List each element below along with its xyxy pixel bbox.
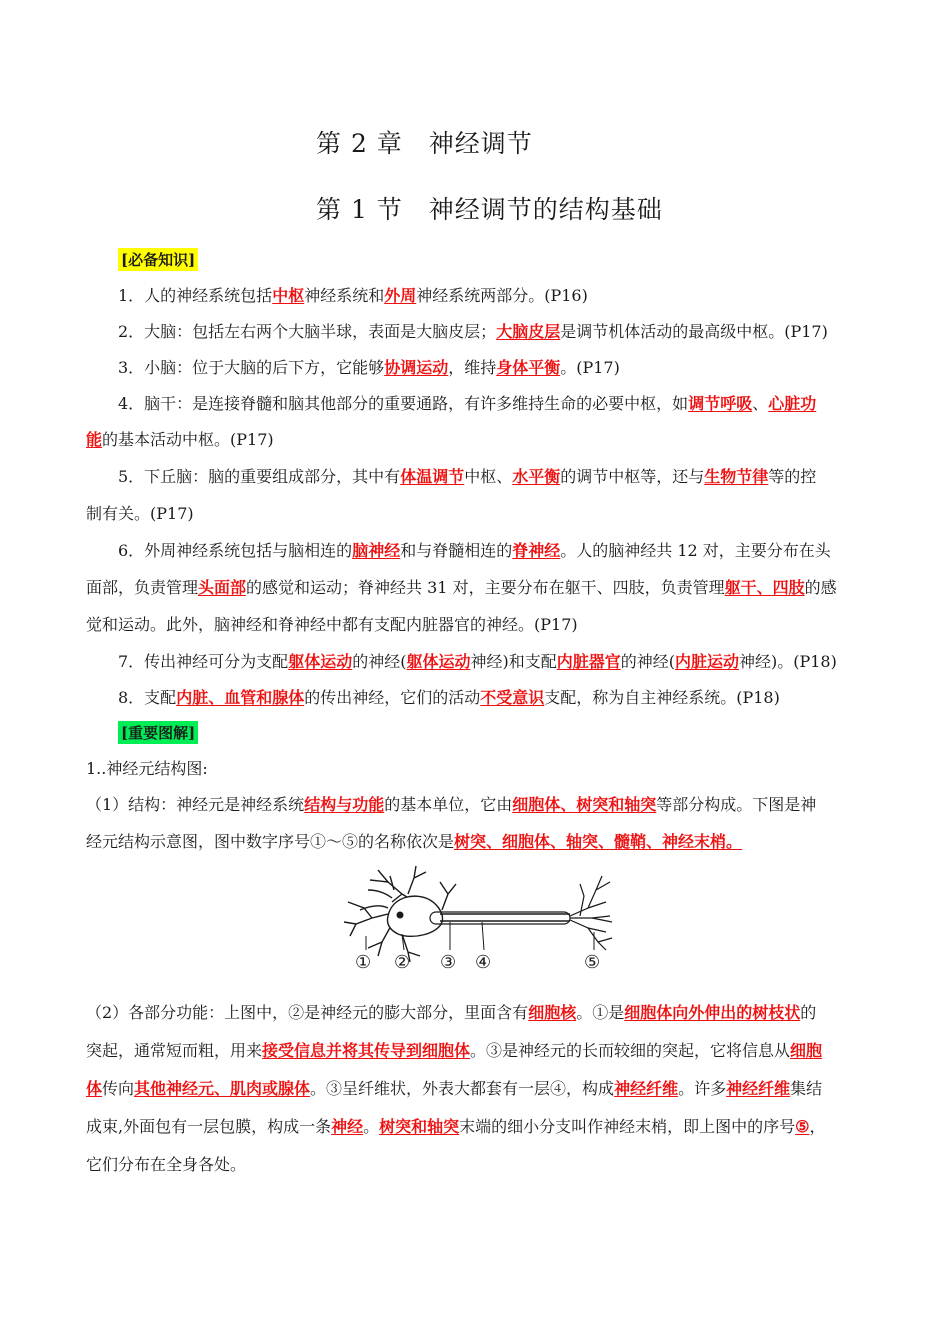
answer: 细胞 [790,1041,823,1060]
answer: 不受意识 [480,688,545,707]
axon-terminals [570,876,612,950]
answer: 外周 [384,286,417,305]
axon [440,914,570,921]
chapter-title: 第 2 章 神经调节 [316,129,533,158]
answer: 内脏、血管和腺体 [176,688,305,707]
answer: 细胞体向外伸出的树枝状 [624,1003,801,1022]
neuron-diagram [330,860,620,980]
neuron-heading: 1..神经元结构图: [86,759,208,778]
item-1: 1．人的神经系统包括中枢神经系统和外周神经系统两部分。(P16) [118,286,588,305]
function-para: （2）各部分功能：上图中，②是神经元的膨大部分，里面含有细胞核。①是细胞体向外伸出的树枝状的 [86,1003,817,1022]
answer: 神经 [331,1117,364,1136]
item-4-cont: 能的基本活动中枢。(P17) [86,430,274,449]
structure-para-cont: 经元结构示意图，图中数字序号①～⑤的名称依次是树突、细胞体、轴突、髓鞘、神经末梢。 [86,832,743,851]
item-3: 3．小脑：位于大脑的后下方，它能够协调运动，维持身体平衡。(P17) [118,358,620,377]
knowledge-tag: [必备知识] [118,248,198,271]
label-3: ③ [440,952,457,973]
section-title: 第 1 节 神经调节的结构基础 [316,195,663,224]
answer: 躯体运动 [406,652,471,671]
neuron-drawing [330,860,620,976]
answer: 其他神经元、肌肉或腺体 [134,1079,311,1098]
answer: 躯干、四肢 [724,578,805,597]
item-6-cont: 面部，负责管理头面部的感觉和运动；脊神经共 31 对，主要分布在躯干、四肢，负责管理躯干、四肢的感 [86,578,837,597]
answer: 心脏功 [768,394,817,413]
function-para-2: 突起，通常短而粗，用来接受信息并将其传导到细胞体。③是神经元的长而较细的突起，它将信息从细胞 [86,1041,823,1060]
item-5: 5．下丘脑：脑的重要组成部分，其中有体温调节中枢、水平衡的调节中枢等，还与生物节律等的控 [118,467,817,486]
answer: 水平衡 [512,467,561,486]
answer: 脊神经 [512,541,561,560]
answer: 神经纤维 [614,1079,679,1098]
answer: 脑神经 [352,541,401,560]
item-6: 6．外周神经系统包括与脑相连的脑神经和与脊髓相连的脊神经。人的脑神经共 12 对，主要分布在头 [118,541,831,560]
answer: 头面部 [198,578,247,597]
answer: 细胞核 [528,1003,577,1022]
answer: 中枢 [272,286,305,305]
answer: 体 [86,1079,103,1098]
cell-body [387,896,442,936]
item-4: 4．脑干：是连接脊髓和脑其他部分的重要通路，有许多维持生命的必要中枢，如调节呼吸、心脏功 [118,394,817,413]
answer: 内脏器官 [556,652,621,671]
item-8: 8．支配内脏、血管和腺体的传出神经，它们的活动不受意识支配，称为自主神经系统。(P18) [118,688,780,707]
answer: 细胞体、树突和轴突 [512,795,657,814]
item-7: 7．传出神经可分为支配躯体运动的神经(躯体运动神经)和支配内脏器官的神经(内脏运动神经)。(P18) [118,652,837,671]
label-1: ① [355,952,372,973]
item-2: 2．大脑：包括左右两个大脑半球，表面是大脑皮层；大脑皮层是调节机体活动的最高级中枢。(P17) [118,322,828,341]
function-para-5: 它们分布在全身各处。 [86,1155,247,1174]
item-5-cont: 制有关。(P17) [86,504,194,523]
answer: 调节呼吸 [688,394,753,413]
answer: ⑤ [795,1117,810,1136]
answer: 生物节律 [704,467,769,486]
answer: 结构与功能 [304,795,385,814]
label-5: ⑤ [584,952,601,973]
answer: 内脏运动 [674,652,739,671]
answer: 接受信息并将其传导到细胞体 [262,1041,471,1060]
answer: 树突、细胞体、轴突、髓鞘、神经末梢。 [454,832,743,851]
answer: 协调运动 [384,358,449,377]
answer: 体温调节 [400,467,465,486]
item-6-cont2: 觉和运动。此外，脑神经和脊神经中都有支配内脏器官的神经。(P17) [86,615,578,634]
label-4: ④ [475,952,492,973]
answer: 神经纤维 [726,1079,791,1098]
label-2: ② [394,952,411,973]
diagram-tag: [重要图解] [118,721,198,744]
answer: 能 [86,430,103,449]
structure-para: （1）结构：神经元是神经系统结构与功能的基本单位，它由细胞体、树突和轴突等部分构成。下图是神 [86,795,817,814]
answer: 大脑皮层 [496,322,561,341]
function-para-3: 体传向其他神经元、肌肉或腺体。③呈纤维状，外表大都套有一层④，构成神经纤维。许多神经纤维集结 [86,1079,823,1098]
answer: 躯体运动 [288,652,353,671]
answer: 身体平衡 [496,358,561,377]
nucleus [397,912,404,919]
function-para-4: 成束,外面包有一层包膜，构成一条神经。树突和轴突末端的细小分支叫作神经末梢，即上图中的序号⑤， [86,1117,826,1136]
answer: 树突和轴突 [379,1117,460,1136]
